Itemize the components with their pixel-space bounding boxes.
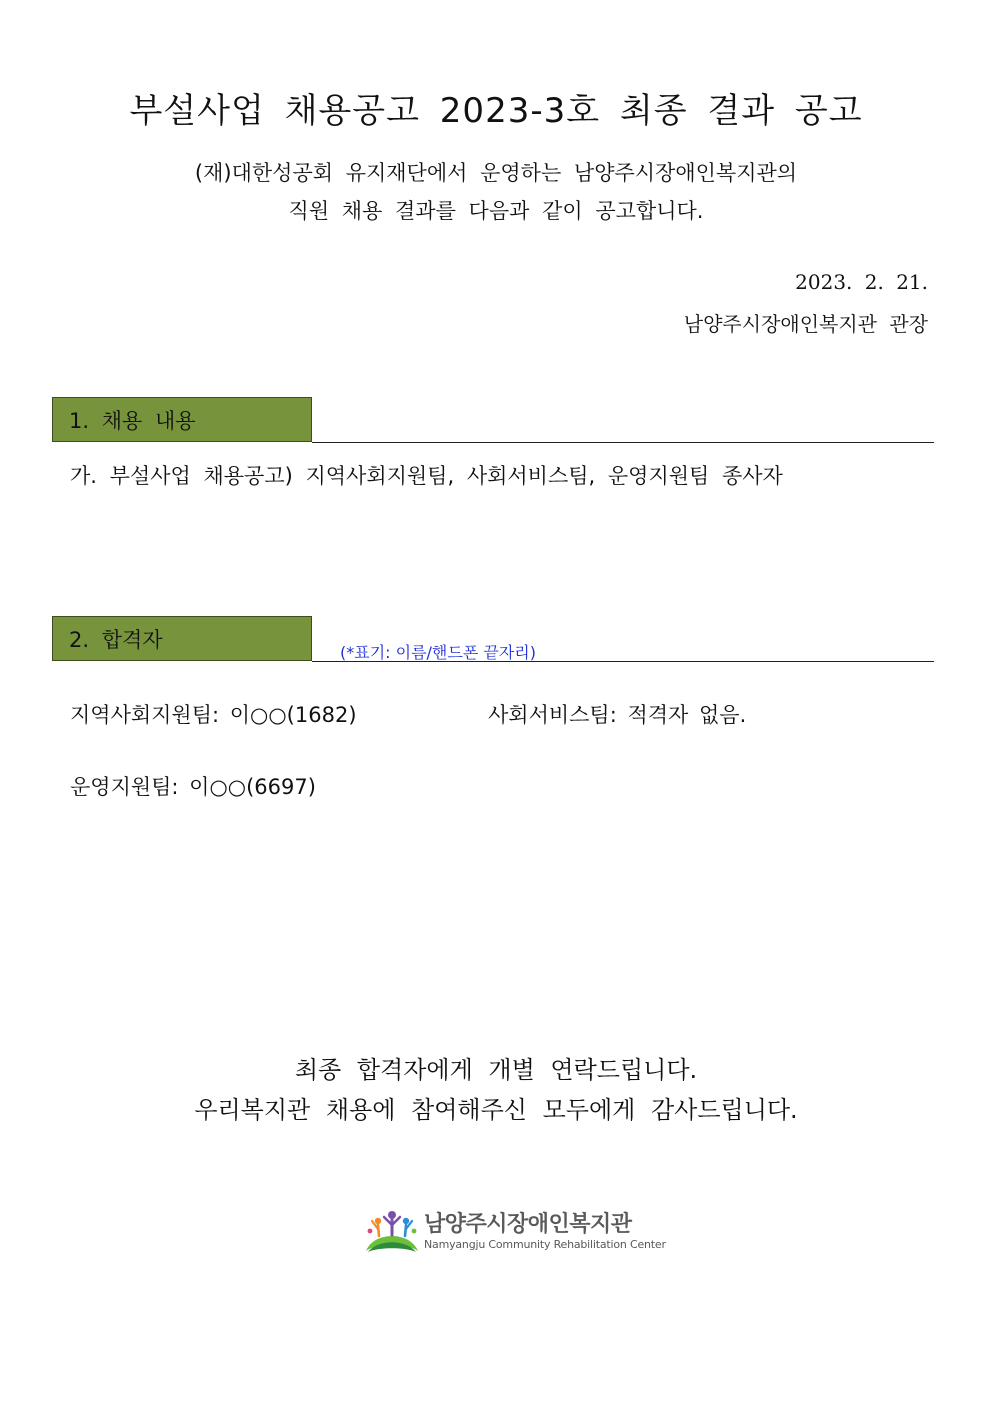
result-operations-support-team: 운영지원팀: 이○○(6697) bbox=[70, 775, 316, 799]
closing-line-1: 최종 합격자에게 개별 연락드립니다. bbox=[294, 1056, 698, 1084]
intro-line-2: 직원 채용 결과를 다음과 같이 공고합니다. bbox=[288, 199, 704, 223]
signer: 남양주시장애인복지관 관장 bbox=[683, 312, 928, 336]
section-heading-recruitment bbox=[52, 397, 312, 442]
announcement-date: 2023. 2. 21. bbox=[795, 270, 928, 294]
closing-line-2: 우리복지관 채용에 참여해주신 모두에게 감사드립니다. bbox=[194, 1096, 798, 1124]
result-community-support-team: 지역사회지원팀: 이○○(1682) bbox=[70, 703, 357, 727]
page-title: 부설사업 채용공고 2023-3호 최종 결과 공고 bbox=[129, 91, 863, 131]
section-heading-label: 2. 합격자 bbox=[69, 627, 163, 652]
logo-name: 남양주시장애인복지관 bbox=[424, 1212, 632, 1237]
recruitment-item: 가. 부설사업 채용공고) 지역사회지원팀, 사회서비스팀, 운영지원팀 종사자 bbox=[70, 464, 783, 488]
section-heading-label: 1. 채용 내용 bbox=[69, 408, 196, 433]
intro-line-1: (재)대한성공회 유지재단에서 운영하는 남양주시장애인복지관의 bbox=[194, 161, 798, 185]
result-social-service-team: 사회서비스팀: 적격자 없음. bbox=[488, 703, 747, 727]
logo-mark-icon bbox=[364, 1205, 420, 1257]
section-heading-successful-applicants bbox=[52, 616, 312, 661]
notation-note: (*표기: 이름/핸드폰 끝자리) bbox=[340, 643, 536, 662]
section-divider bbox=[312, 442, 934, 443]
welfare-center-logo bbox=[364, 1205, 666, 1261]
logo-subtitle: Namyangju Community Rehabilitation Center bbox=[424, 1238, 666, 1251]
